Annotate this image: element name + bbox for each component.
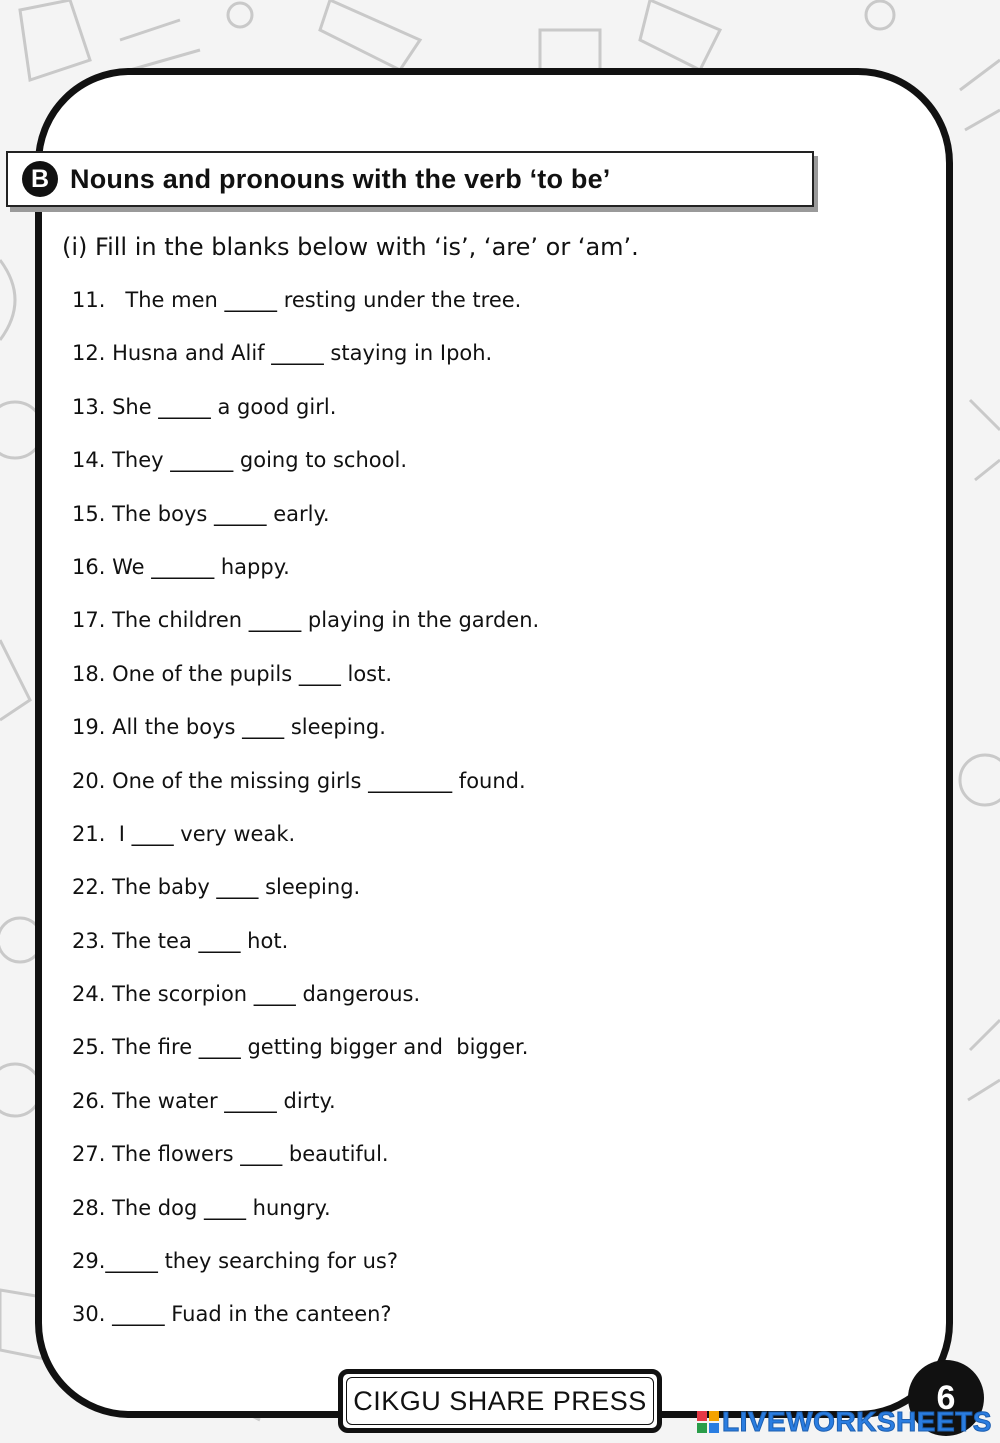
question-list <box>72 285 539 1353</box>
question-29[interactable]: 29._____ they searching for us? <box>72 1249 398 1274</box>
globe-doodle <box>0 260 15 340</box>
question-17[interactable]: 17. The children _____ playing in the garden. <box>72 608 540 633</box>
publisher-name: CIKGU SHARE PRESS <box>353 1385 647 1416</box>
section-title: Nouns and pronouns with the verb ‘to be’ <box>70 163 611 194</box>
question-18[interactable]: 18. One of the pupils ____ lost. <box>72 661 393 686</box>
atom-doodle <box>228 3 252 27</box>
question-30[interactable]: 30. _____ Fuad in the canteen? <box>72 1302 392 1327</box>
liveworksheets-logo-icon <box>697 1411 719 1433</box>
question-26[interactable]: 26. The water _____ dirty. <box>72 1088 336 1113</box>
question-14[interactable]: 14. They ______ going to school. <box>72 448 407 473</box>
pencil-doodle <box>120 20 200 70</box>
question-23[interactable]: 23. The tea ____ hot. <box>72 928 289 953</box>
book-doodle <box>20 0 90 80</box>
section-header <box>6 151 814 207</box>
page-number: 6 <box>908 1360 984 1436</box>
question-21[interactable]: 21. I ____ very weak. <box>72 821 296 846</box>
book-doodle <box>320 0 420 70</box>
question-15[interactable]: 15. The boys _____ early. <box>72 501 330 526</box>
atom-doodle <box>866 1 894 29</box>
question-28[interactable]: 28. The dog ____ hungry. <box>72 1195 331 1220</box>
logo-square-3 <box>697 1423 707 1433</box>
liveworksheets-watermark <box>697 1406 992 1438</box>
logo-square-2 <box>709 1411 719 1421</box>
question-19[interactable]: 19. All the boys ____ sleeping. <box>72 715 386 740</box>
question-24[interactable]: 24. The scorpion ____ dangerous. <box>72 982 421 1007</box>
logo-square-4 <box>709 1423 719 1433</box>
instruction-text: (i) Fill in the blanks below with ‘is’, ‘are’ or ‘am’. <box>62 233 639 261</box>
logo-square-1 <box>697 1411 707 1421</box>
question-16[interactable]: 16. We ______ happy. <box>72 554 290 579</box>
question-12[interactable]: 12. Husna and Alif _____ staying in Ipoh. <box>72 341 493 366</box>
question-27[interactable]: 27. The flowers ____ beautiful. <box>72 1142 389 1167</box>
sun-rays-doodle <box>960 60 1000 130</box>
watermark-text: LIVEWORKSHEETS <box>722 1406 992 1437</box>
question-11[interactable]: 11. The men _____ resting under the tree. <box>72 288 522 312</box>
book-doodle <box>640 0 720 70</box>
question-22[interactable]: 22. The baby ____ sleeping. <box>72 875 361 900</box>
question-13[interactable]: 13. She _____ a good girl. <box>72 394 337 419</box>
plus-doodle <box>968 1020 1000 1100</box>
publisher-box <box>338 1369 662 1433</box>
plus-doodle <box>970 400 1000 480</box>
question-20[interactable]: 20. One of the missing girls ________ found. <box>72 768 526 793</box>
question-25[interactable]: 25. The fire ____ getting bigger and bigger. <box>72 1035 529 1060</box>
book-doodle <box>0 640 30 720</box>
section-badge: B <box>22 161 58 197</box>
sun-doodle <box>960 755 1000 805</box>
